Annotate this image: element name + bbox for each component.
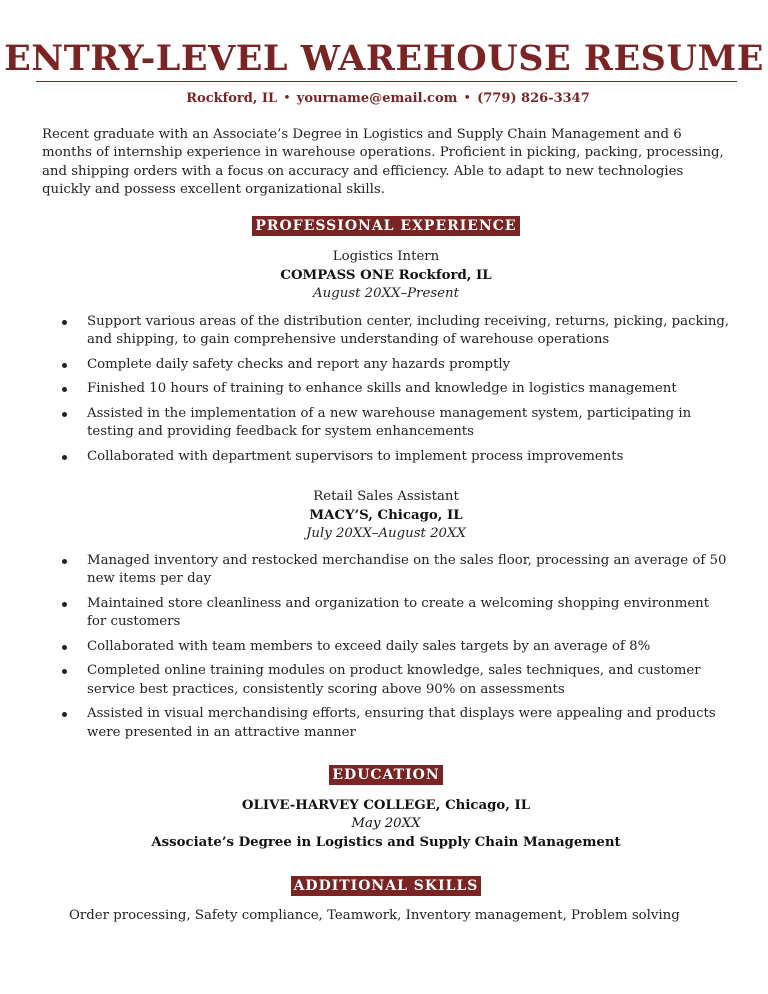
contact-line	[0, 91, 768, 106]
job-dates: August 20XX–Present	[313, 286, 459, 301]
section-heading-education	[0, 764, 768, 785]
job-bullet-list	[60, 313, 732, 473]
contact-separator: •	[463, 91, 472, 106]
job-company: COMPASS ONE Rockford, IL	[280, 267, 492, 283]
title-divider	[36, 81, 737, 82]
bullet-dot	[62, 455, 67, 460]
summary-paragraph: Recent graduate with an Associate’s Degree in Logistics and Supply Chain Management and 6 months of internship experience in warehouse operations. Proficient in picking, packing, processing, and shipping orders with a focus on accuracy and efficiency. Able to adapt to new technologies quickly and possess excellent organizational skills.	[42, 127, 724, 197]
list-item	[60, 356, 732, 374]
section-heading-label: PROFESSIONAL EXPERIENCE	[252, 216, 519, 236]
section-heading-skills	[0, 875, 768, 896]
job-header	[0, 488, 768, 544]
list-item	[60, 405, 732, 442]
bullet-text: Collaborated with department supervisors to implement process improvements	[87, 448, 624, 464]
list-item	[60, 552, 732, 589]
list-item	[60, 705, 732, 742]
bullet-dot	[62, 412, 67, 417]
bullet-dot	[62, 645, 67, 650]
education-date: May 20XX	[351, 816, 421, 832]
education-entry	[0, 797, 768, 852]
contact-separator: •	[283, 91, 291, 106]
bullet-dot	[62, 387, 67, 392]
list-item	[60, 662, 732, 699]
skills-list: Order processing, Safety compliance, Teamwork, Inventory management, Problem solving	[69, 908, 680, 923]
job-role: Retail Sales Assistant	[313, 489, 459, 504]
section-heading-label: ADDITIONAL SKILLS	[291, 876, 482, 896]
job-header	[0, 248, 768, 304]
bullet-text: Assisted in visual merchandising efforts, ensuring that displays were appealing and products were presented in an attractive manner	[87, 706, 716, 740]
bullet-dot	[62, 669, 67, 674]
contact-email[interactable]: yourname@email.com	[296, 91, 458, 106]
bullet-text: Support various areas of the distribution center, including receiving, returns, picking, packing, and shipping, to gain comprehensive understanding of warehouse operations	[87, 314, 730, 348]
section-heading-label: EDUCATION	[329, 765, 442, 785]
contact-phone[interactable]: (779) 826-3347	[477, 91, 590, 106]
education-degree: Associate’s Degree in Logistics and Supply Chain Management	[151, 834, 621, 850]
job-role: Logistics Intern	[332, 249, 440, 264]
list-item	[60, 638, 732, 656]
bullet-text: Assisted in the implementation of a new warehouse management system, participating in testing and providing feedback for system enhancements	[87, 406, 692, 440]
bullet-text: Completed online training modules on product knowledge, sales techniques, and customer service best practices, consistently scoring above 90% on assessments	[87, 663, 701, 697]
bullet-dot	[62, 559, 67, 564]
bullet-dot	[62, 712, 67, 717]
job-dates: July 20XX–August 20XX	[306, 526, 466, 541]
bullet-dot	[62, 320, 67, 325]
contact-location: Rockford, IL	[186, 91, 278, 106]
bullet-dot	[62, 363, 67, 368]
bullet-text: Collaborated with team members to exceed daily sales targets by an average of 8%	[87, 638, 651, 654]
list-item	[60, 313, 732, 350]
bullet-text: Complete daily safety checks and report any hazards promptly	[87, 356, 511, 372]
list-item	[60, 595, 732, 632]
section-heading-experience	[0, 215, 768, 236]
job-company: MACY’S, Chicago, IL	[309, 507, 463, 523]
bullet-text: Maintained store cleanliness and organization to create a welcoming shopping environment for customers	[87, 595, 710, 630]
education-school: OLIVE-HARVEY COLLEGE, Chicago, IL	[241, 798, 531, 813]
bullet-text: Managed inventory and restocked merchandise on the sales floor, processing an average of 50 new items per day	[87, 553, 727, 587]
list-item	[60, 380, 732, 398]
list-item	[60, 448, 732, 466]
bullet-text: Finished 10 hours of training to enhance skills and knowledge in logistics management	[87, 381, 677, 397]
job-bullet-list	[60, 552, 732, 748]
resume-title: ENTRY-LEVEL WAREHOUSE RESUME	[4, 38, 764, 79]
bullet-dot	[62, 602, 67, 607]
